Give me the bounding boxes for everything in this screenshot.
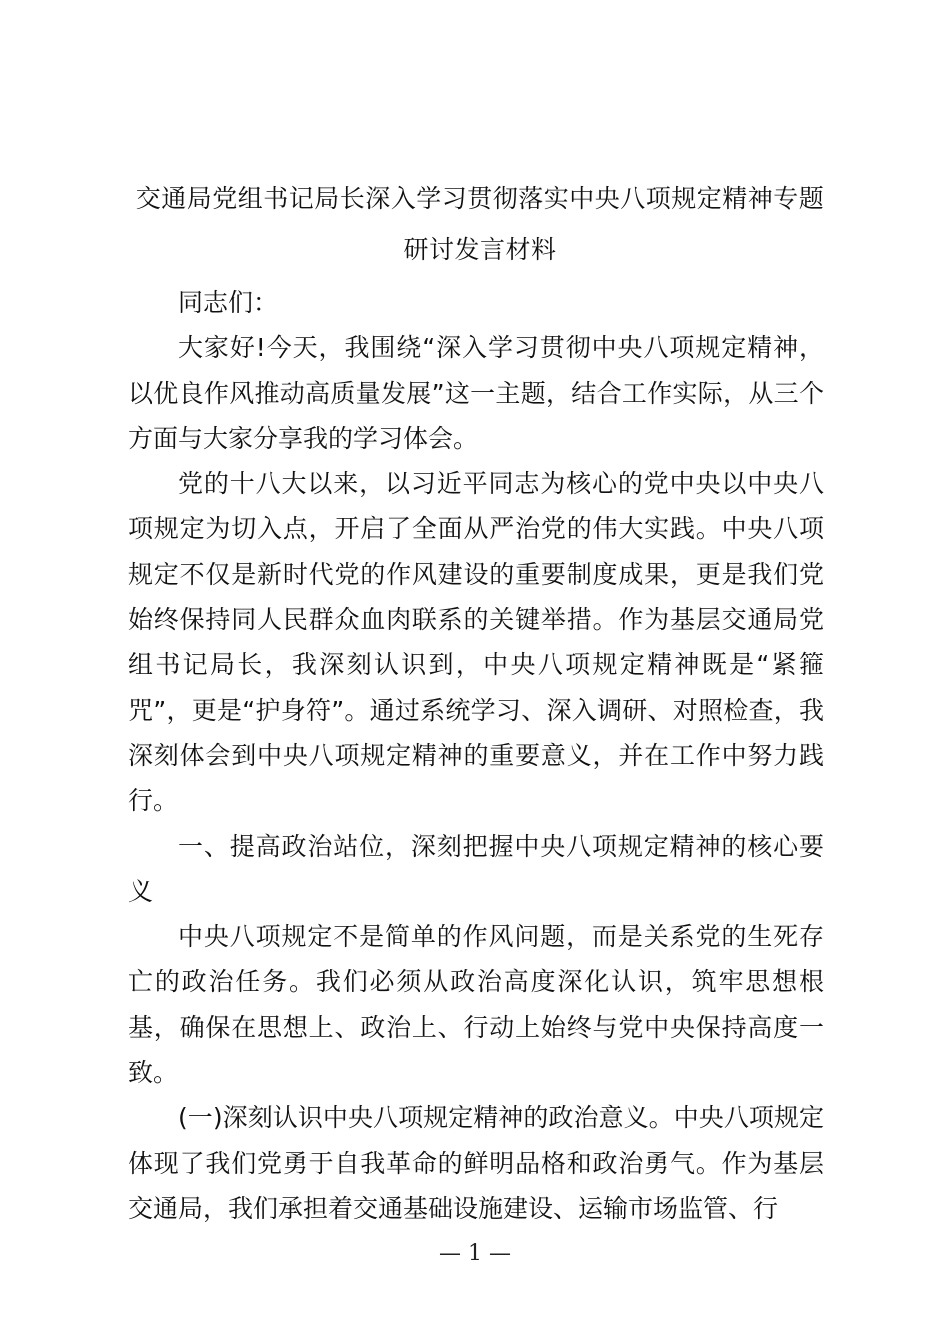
document-title-line-1: 交通局党组书记局长深入学习贯彻落实中央八项规定精神专题 (135, 184, 825, 213)
document-title-line-2: 研讨发言材料 (403, 235, 557, 264)
document-body (128, 280, 824, 1231)
subsection-paragraph-1: (一)深刻认识中央八项规定精神的政治意义。中央八项规定体现了我们党勇于自我革命的鲜明品格和政治勇气。作为基层交通局，我们承担着交通基础设施建设、运输市场监管、行 (128, 1103, 824, 1223)
paragraph-greeting: 大家好!今天，我围绕“深入学习贯彻中央八项规定精神，以优良作风推动高质量发展”这一主题，结合工作实际，从三个方面与大家分享我的学习体会。 (128, 333, 824, 453)
salutation: 同志们： (178, 288, 279, 317)
section-heading-1: 一、提高政治站位，深刻把握中央八项规定精神的核心要义 (128, 831, 824, 906)
paragraph-section-1: 中央八项规定不是简单的作风问题，而是关系党的生死存亡的政治任务。我们必须从政治高度深化认识，筑牢思想根基，确保在思想上、政治上、行动上始终与党中央保持高度一致。 (128, 922, 824, 1088)
paragraph-background: 党的十八大以来，以习近平同志为核心的党中央以中央八项规定为切入点，开启了全面从严治党的伟大实践。中央八项规定不仅是新时代党的作风建设的重要制度成果，更是我们党始终保持同人民群众血肉联系的关键举措。作为基层交通局党组书记局长，我深刻认识到，中央八项规定精神既是“紧箍咒”，更是“护身符”。通过系统学习、深入调研、对照检查，我深刻体会到中央八项规定精神的重要意义，并在工作中努力践行。 (128, 469, 824, 816)
page-number: — 1 — (439, 1241, 511, 1266)
